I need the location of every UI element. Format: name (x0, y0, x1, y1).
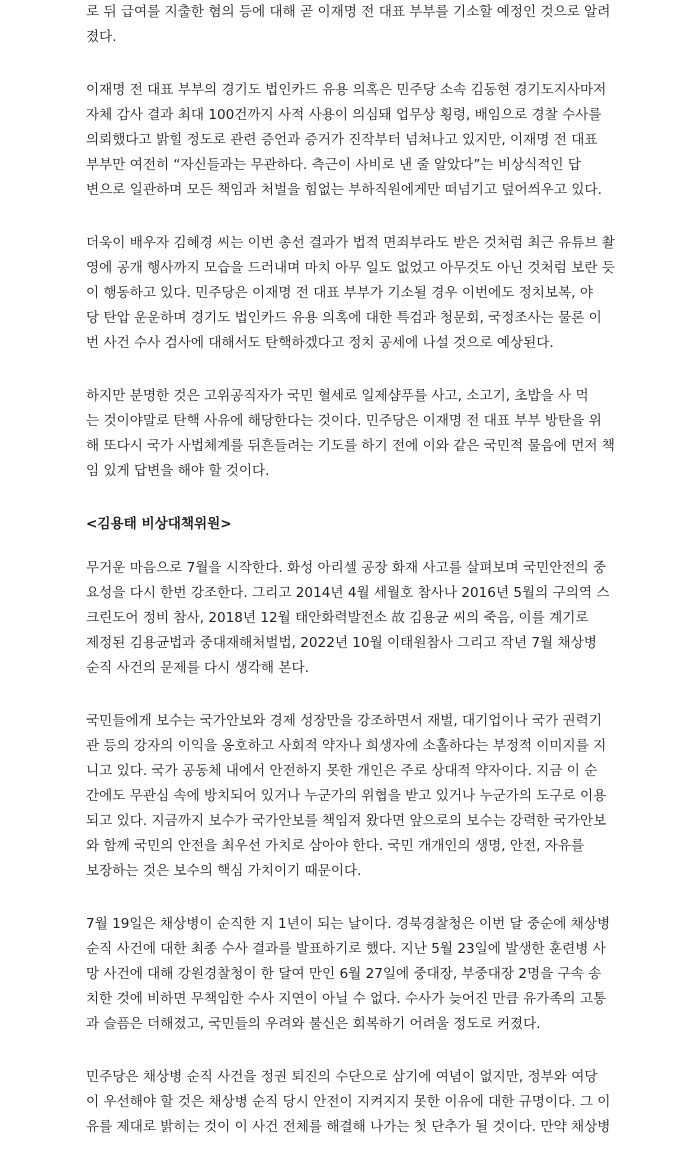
text-line: 번 사건 수사 검사에 대해서도 탄핵하겠다고 정치 공세에 나설 것으로 예상된다. (86, 335, 554, 351)
text-line: 관 등의 강자의 이익을 옹호하고 사회적 약자나 희생자에 소홀하다는 부정적 이미지를 지 (86, 738, 607, 754)
pre-section-paragraphs (86, 0, 634, 484)
text-line: 당 탄압 운운하며 경기도 법인카드 유용 의혹에 대한 특검과 청문회, 국정조사는 물론 이 (86, 310, 602, 326)
section-heading: <김용태 비상대책위원> (86, 516, 232, 532)
text-line: 이재명 전 대표 부부의 경기도 법인카드 유용 의혹은 민주당 소속 김동현 경기도지사마저 (86, 82, 607, 98)
document-body (86, 0, 634, 1168)
text-line: 간에도 무관심 속에 방치되어 있거나 누군가의 위협을 받고 있거나 누군가의 도구로 이용 (86, 788, 607, 804)
text-line: 이 행동하고 있다. 민주당은 이재명 전 대표 부부가 기소될 경우 이번에도 정치보복, 야 (86, 285, 593, 301)
text-line: 되고 있다. 지금까지 보수가 국가안보를 책임져 왔다면 앞으로의 보수는 강력한 국가안보 (86, 813, 607, 829)
text-line: 영에 공개 행사까지 모습을 드러내며 마치 아무 일도 없었고 아무것도 아닌 것처럼 보란 듯 (86, 260, 615, 276)
text-line: 임 있게 답변을 해야 할 것이다. (86, 463, 270, 479)
text-line: 무거운 마음으로 7월을 시작한다. 화성 아리셀 공장 화재 사고를 살펴보며 국민안전의 중 (86, 560, 607, 576)
text-line: 의뢰했다고 밝힐 정도로 관련 증언과 증거가 진작부터 넘쳐나고 있지만, 이재명 전 대표 (86, 132, 598, 148)
text-line: 제정된 김용균법과 중대재해처벌법, 2022년 10월 이태원참사 그리고 작년 7월 채상병 (86, 635, 597, 651)
text-line: 유를 제대로 밝히는 것이 이 사건 전체를 해결해 나가는 첫 단추가 될 것이다. 만약 채상병 (86, 1119, 611, 1135)
text-line: 국민들에게 보수는 국가안보와 경제 성장만을 강조하면서 재벌, 대기업이나 국가 권력기 (86, 713, 602, 729)
text-line: 자체 감사 결과 최대 100건까지 사적 사용이 의심돼 업무상 횡령, 배임으로 경찰 수사를 (86, 107, 602, 123)
text-line: 망 사건에 대해 강원경찰청이 한 달여 만인 6월 27일에 중대장, 부중대장 2명을 구속 송 (86, 966, 602, 982)
text-line: 크린도어 정비 참사, 2018년 12월 태안화력발전소 故 김용균 씨의 죽음, 이를 계기로 (86, 610, 589, 626)
text-line: 과 슬픔은 더해졌고, 국민들의 우려와 불신은 회복하기 어려울 정도로 커졌다. (86, 1016, 541, 1032)
paragraph (86, 556, 634, 681)
paragraph (86, 709, 634, 884)
text-line: 이 우선해야 할 것은 채상병 순직 당시 안전이 지켜지지 못한 이유에 대한 규명이다. 그 이 (86, 1094, 611, 1110)
text-line: 로 뒤 급여를 지출한 혐의 등에 대해 곧 이재명 전 대표 부부를 기소할 예정인 것으로 알려 (86, 4, 611, 20)
text-line: 요성을 다시 한번 강조한다. 그리고 2014년 4월 세월호 참사나 2016년 5월의 구의역 스 (86, 585, 610, 601)
paragraph (86, 231, 634, 356)
text-line: 부부만 여전히 “자신들과는 무관하다. 측근이 사비로 낸 줄 알았다”는 비상식적인 답 (86, 157, 581, 173)
text-line: 해 또다시 국가 사법체계를 뒤흔들려는 기도를 하기 전에 이와 같은 국민적 물음에 먼저 책 (86, 438, 615, 454)
text-line: 는 것이야말로 탄핵 사유에 해당한다는 것이다. 민주당은 이재명 전 대표 부부 방탄을 위 (86, 413, 602, 429)
text-line: 변으로 일관하며 모든 책임과 처벌을 힘없는 부하직원에게만 떠넘기고 덮어씌우고 있다. (86, 182, 602, 198)
text-line: 치한 것에 비하면 무책임한 수사 지연이 아닐 수 없다. 수사가 늦어진 만큼 유가족의 고통 (86, 991, 607, 1007)
text-line: 민주당은 채상병 순직 사건을 정권 퇴진의 수단으로 삼기에 여념이 없지만, 정부와 여당 (86, 1069, 598, 1085)
paragraph (86, 0, 634, 50)
text-line: 순직 사건의 문제를 다시 생각해 본다. (86, 660, 309, 676)
text-line: 7월 19일은 채상병이 순직한 지 1년이 되는 날이다. 경북경찰청은 이번 달 중순에 채상병 (86, 916, 611, 932)
paragraph (86, 78, 634, 203)
text-line: 니고 있다. 국가 공동체 내에서 안전하지 못한 개인은 주로 상대적 약자이다. 지금 이 순 (86, 763, 598, 779)
section-paragraphs (86, 556, 634, 1140)
paragraph (86, 912, 634, 1037)
text-line: 하지만 분명한 것은 고위공직자가 국민 혈세로 일제샴푸를 사고, 소고기, 초밥을 사 먹 (86, 388, 589, 404)
paragraph (86, 384, 634, 484)
text-line: 와 함께 국민의 안전을 최우선 가치로 삼아야 한다. 국민 개개인의 생명, 안전, 자유를 (86, 838, 585, 854)
paragraph (86, 1065, 634, 1140)
text-line: 더욱이 배우자 김혜경 씨는 이번 총선 결과가 법적 면죄부라도 받은 것처럼 최근 유튜브 촬 (86, 235, 615, 251)
text-line: 보장하는 것은 보수의 핵심 가치이기 때문이다. (86, 863, 362, 879)
text-line: 순직 사건에 대한 최종 수사 결과를 발표하기로 했다. 지난 5월 23일에 발생한 훈련병 사 (86, 941, 606, 957)
text-line: 졌다. (86, 29, 117, 45)
